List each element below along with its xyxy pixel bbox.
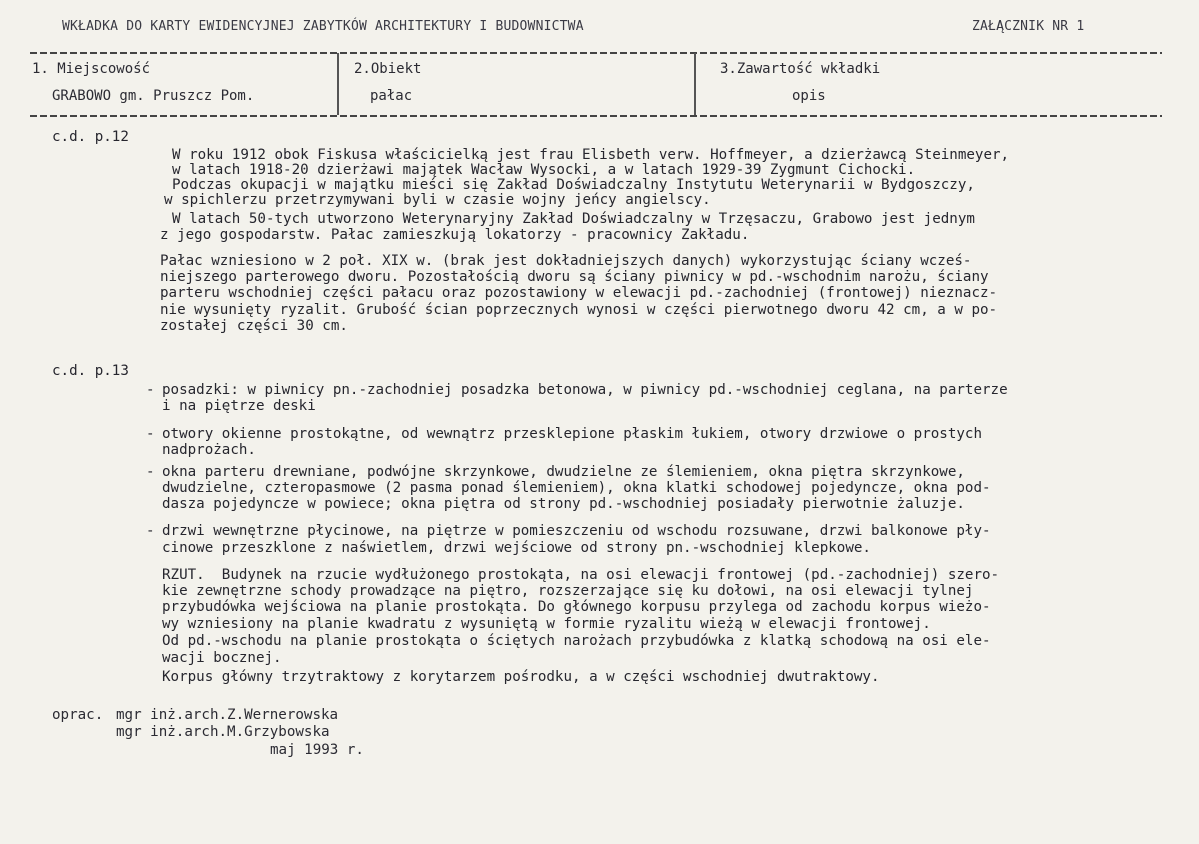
text-line: wy wzniesiony na planie kwadratu z wysuniętą w formie ryzalitu wieżą w elewacji frontowej. (162, 616, 931, 632)
text-line: nie wysunięty ryzalit. Grubość ścian poprzecznych wynosi w części pierwotnego dworu 42 cm, a w po- (160, 302, 998, 318)
object-value: pałac (370, 88, 413, 104)
object-label: 2.Obiekt (354, 61, 422, 77)
author-1: mgr inż.arch.Z.Wernerowska (116, 707, 339, 723)
list-item-line: i na piętrze deski (162, 398, 316, 414)
section-12-label: c.d. p.12 (52, 129, 129, 145)
list-item-line: cinowe przeszklone z naświetlem, drzwi wejściowe od strony pn.-wschodniej klepkowe. (162, 540, 871, 556)
author-2: mgr inż.arch.M.Grzybowska (116, 724, 330, 740)
text-line: wacji bocznej. (162, 650, 282, 666)
prepared-by-label: oprac. (52, 707, 104, 723)
text-line: w spichlerzu przetrzymywani byli w czasie wojny jeńcy angielscy. (164, 192, 711, 208)
bullet-dash: - (146, 382, 155, 398)
fields-bottom-divider (30, 115, 1162, 117)
bullet-dash: - (146, 426, 155, 442)
attachment-label: ZAŁĄCZNIK NR 1 (972, 19, 1085, 34)
text-line: Od pd.-wschodu na planie prostokąta o ściętych narożach przybudówka z klatką schodową na osi ele- (162, 633, 991, 649)
list-item-line: nadprożach. (162, 442, 256, 458)
field-divider-1 (337, 53, 339, 115)
list-item-line: dwudzielne, czteropasmowe (2 pasma ponad ślemieniem), okna klatki schodowej pojedyncze, okna pod- (162, 480, 991, 496)
text-line: parteru wschodniej części pałacu oraz pozostawiony w elewacji pd.-zachodniej (frontowej) nieznacz- (160, 285, 998, 301)
text-line: W roku 1912 obok Fiskusa właścicielką jest frau Elisbeth verw. Hoffmeyer, a dzierżawcą Steinmeyer, (172, 147, 1010, 163)
text-line: zostałej części 30 cm. (160, 318, 348, 334)
text-line: W latach 50-tych utworzono Weterynaryjny Zakład Doświadczalny w Trzęsaczu, Grabowo jest jednym (172, 211, 975, 227)
text-line: kie zewnętrzne schody prowadzące na piętro, rozszerzające się ku dołowi, na osi elewacji tylnej (162, 583, 974, 599)
list-item-line: otwory okienne prostokątne, od wewnątrz przesklepione płaskim łukiem, otwory drzwiowe o prostych (162, 426, 982, 442)
text-line: Pałac wzniesiono w 2 poł. XIX w. (brak jest dokładniejszych danych) wykorzystując ściany wcześ- (160, 253, 972, 269)
header-divider (30, 52, 1162, 54)
section-13-label: c.d. p.13 (52, 363, 129, 379)
list-item-line: okna parteru drewniane, podwójne skrzynkowe, dwudzielne ze ślemieniem, okna piętra skrzynkowe, (162, 464, 965, 480)
list-item-line: drzwi wewnętrzne płycinowe, na piętrze w pomieszczeniu od wschodu rozsuwane, drzwi balkonowe pły- (162, 523, 991, 539)
text-line: z jego gospodarstw. Pałac zamieszkują lokatorzy - pracownicy Zakładu. (160, 227, 750, 243)
document-date: maj 1993 r. (270, 742, 364, 758)
content-label: 3.Zawartość wkładki (720, 61, 881, 77)
text-line: RZUT. Budynek na rzucie wydłużonego prostokąta, na osi elewacji frontowej (pd.-zachodniej) szero- (162, 567, 1000, 583)
text-line: niejszego parterowego dworu. Pozostałością dworu są ściany piwnicy w pd.-wschodnim narożu, ściany (160, 269, 989, 285)
list-item-line: posadzki: w piwnicy pn.-zachodniej posadzka betonowa, w piwnicy pd.-wschodniej ceglana, na parterze (162, 382, 1008, 398)
text-line: Korpus główny trzytraktowy z korytarzem pośrodku, a w części wschodniej dwutraktowy. (162, 669, 880, 685)
locality-value: GRABOWO gm. Pruszcz Pom. (52, 88, 255, 104)
text-line: w latach 1918-20 dzierżawi majątek Wacław Wysocki, a w latach 1929-39 Zygmunt Cichocki. (172, 162, 916, 178)
document-title: WKŁADKA DO KARTY EWIDENCYJNEJ ZABYTKÓW ARCHITEKTURY I BUDOWNICTWA (62, 19, 584, 34)
locality-label: 1. Miejscowość (32, 61, 151, 77)
text-line: przybudówka wejściowa na planie prostokąta. Do głównego korpusu przylega od zachodu korpus wieżo- (162, 599, 991, 615)
bullet-dash: - (146, 464, 155, 480)
field-divider-2 (694, 53, 696, 115)
bullet-dash: - (146, 523, 155, 539)
content-value: opis (792, 88, 826, 104)
text-line: Podczas okupacji w majątku mieści się Zakład Doświadczalny Instytutu Weterynarii w Bydgoszczy, (172, 177, 975, 193)
list-item-line: dasza pojedyncze w powiece; okna piętra od strony pd.-wschodniej posiadały pierwotnie żaluzje. (162, 496, 965, 512)
